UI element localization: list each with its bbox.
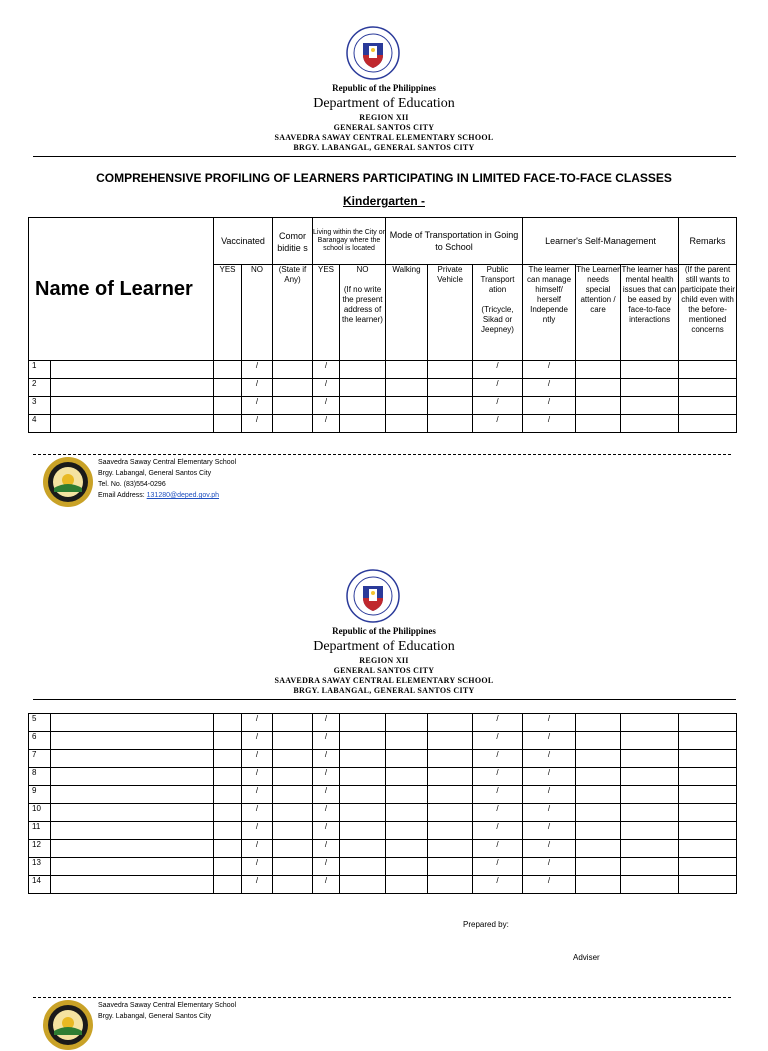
- cell-public: /: [473, 768, 523, 786]
- comorbidities-state-header: (State if Any): [273, 265, 313, 361]
- sm-manage-header: The learner can manage himself/ herself Independe ntly: [523, 265, 576, 361]
- cell-manage: /: [523, 786, 576, 804]
- sm-attention-header: The Learner needs special attention / care: [576, 265, 621, 361]
- vaccinated-header: Vaccinated: [214, 218, 273, 265]
- table-cell: [679, 768, 737, 786]
- table-cell: [273, 397, 313, 415]
- cell-living-yes: /: [313, 379, 340, 397]
- table-cell: [621, 379, 679, 397]
- table-cell: [340, 397, 386, 415]
- table-cell: [576, 858, 621, 876]
- row-number: 12: [29, 840, 51, 858]
- row-number: 8: [29, 768, 51, 786]
- remarks-header: Remarks: [679, 218, 737, 265]
- table-cell: [576, 714, 621, 732]
- table-cell: [273, 786, 313, 804]
- table-cell: [214, 397, 242, 415]
- table-cell: [273, 714, 313, 732]
- comorbidities-header: Comor biditie s: [273, 218, 313, 265]
- cell-manage: /: [523, 379, 576, 397]
- table-cell: [428, 768, 473, 786]
- row-number: 1: [29, 361, 51, 379]
- school-logo-icon: [42, 999, 94, 1051]
- cell-no: /: [242, 876, 273, 894]
- cell-living-yes: /: [313, 768, 340, 786]
- table-cell: [273, 840, 313, 858]
- table-row: [29, 397, 737, 415]
- table-row: [29, 876, 737, 894]
- table-cell: [340, 361, 386, 379]
- public-transport-label: Public Transport ation: [480, 265, 515, 294]
- cell-learner-name: [51, 822, 214, 840]
- table-cell: [340, 379, 386, 397]
- table-row: [29, 732, 737, 750]
- cell-public: /: [473, 397, 523, 415]
- row-number: 10: [29, 804, 51, 822]
- remarks-note-header: (If the parent still wants to participate their child even with the before-mentioned concerns: [679, 265, 737, 361]
- table-cell: [621, 732, 679, 750]
- footer-email-line: [98, 490, 236, 501]
- footer-email-label: Email Address:: [98, 492, 145, 499]
- department-text: Department of Education: [313, 639, 455, 654]
- table-cell: [621, 858, 679, 876]
- cell-manage: /: [523, 397, 576, 415]
- table-cell: [273, 361, 313, 379]
- table-cell: [340, 415, 386, 433]
- table-cell: [679, 750, 737, 768]
- table-cell: [679, 714, 737, 732]
- table-cell: [576, 750, 621, 768]
- table-cell: [273, 732, 313, 750]
- row-number: 3: [29, 397, 51, 415]
- table-cell: [428, 858, 473, 876]
- prepared-by: Prepared by:: [463, 920, 509, 929]
- region-text: REGION XII: [359, 656, 409, 665]
- table-cell: [428, 714, 473, 732]
- self-management-header: Learner's Self-Management: [523, 218, 679, 265]
- table-row: [29, 858, 737, 876]
- table-cell: [386, 415, 428, 433]
- cell-manage: /: [523, 876, 576, 894]
- cell-living-yes: /: [313, 804, 340, 822]
- cell-public: /: [473, 786, 523, 804]
- living-yes-header: YES: [313, 265, 340, 361]
- table-cell: [273, 415, 313, 433]
- row-number: 14: [29, 876, 51, 894]
- table-cell: [428, 876, 473, 894]
- footer-school: Saavedra Saway Central Elementary School: [98, 1002, 237, 1009]
- table-cell: [214, 768, 242, 786]
- cell-living-yes: /: [313, 840, 340, 858]
- footer-address: Brgy. Labangal, General Santos City: [98, 1013, 212, 1020]
- table-cell: [576, 804, 621, 822]
- table-cell: [273, 876, 313, 894]
- cell-public: /: [473, 822, 523, 840]
- cell-no: /: [242, 397, 273, 415]
- table-row: [29, 714, 737, 732]
- footer-info: [98, 457, 236, 501]
- table-cell: [679, 732, 737, 750]
- table-cell: [679, 361, 737, 379]
- republic-text: Republic of the Philippines: [332, 626, 436, 636]
- table-cell: [214, 379, 242, 397]
- cell-learner-name: [51, 858, 214, 876]
- cell-manage: /: [523, 822, 576, 840]
- table-cell: [340, 786, 386, 804]
- cell-manage: /: [523, 804, 576, 822]
- table-cell: [576, 415, 621, 433]
- table-cell: [273, 750, 313, 768]
- cell-no: /: [242, 732, 273, 750]
- table-cell: [386, 768, 428, 786]
- cell-learner-name: [51, 415, 214, 433]
- cell-public: /: [473, 714, 523, 732]
- table-row: [29, 804, 737, 822]
- table-cell: [428, 397, 473, 415]
- school-text: SAAVEDRA SAWAY CENTRAL ELEMENTARY SCHOOL: [274, 133, 494, 142]
- table-cell: [214, 750, 242, 768]
- cell-public: /: [473, 732, 523, 750]
- address-text: BRGY. LABANGAL, GENERAL SANTOS CITY: [293, 686, 475, 695]
- table-cell: [214, 732, 242, 750]
- table-cell: [428, 379, 473, 397]
- cell-no: /: [242, 415, 273, 433]
- table-cell: [340, 858, 386, 876]
- table-cell: [214, 804, 242, 822]
- cell-learner-name: [51, 714, 214, 732]
- table-cell: [428, 732, 473, 750]
- city-text: GENERAL SANTOS CITY: [333, 123, 435, 132]
- vaccinated-yes-header: YES: [214, 265, 242, 361]
- table-cell: [621, 786, 679, 804]
- cell-learner-name: [51, 876, 214, 894]
- table-cell: [679, 822, 737, 840]
- row-number: 13: [29, 858, 51, 876]
- table-row: [29, 840, 737, 858]
- table-cell: [386, 379, 428, 397]
- table-cell: [621, 361, 679, 379]
- footer-school: Saavedra Saway Central Elementary School: [98, 459, 237, 466]
- header-rule: [33, 699, 736, 700]
- row-number: 5: [29, 714, 51, 732]
- private-vehicle-header: Private Vehicle: [428, 265, 473, 361]
- cell-no: /: [242, 768, 273, 786]
- table-cell: [428, 804, 473, 822]
- public-transport-note: (Tricycle, Sikad or Jeepney): [481, 305, 514, 334]
- table-cell: [386, 750, 428, 768]
- table-cell: [273, 822, 313, 840]
- table-cell: [386, 840, 428, 858]
- cell-manage: /: [523, 415, 576, 433]
- table-cell: [621, 768, 679, 786]
- table-cell: [214, 876, 242, 894]
- cell-learner-name: [51, 768, 214, 786]
- school-logo-icon: [42, 456, 94, 508]
- living-no-header: [340, 265, 386, 361]
- cell-learner-name: [51, 840, 214, 858]
- table-cell: [679, 397, 737, 415]
- city-text: GENERAL SANTOS CITY: [333, 666, 435, 675]
- adviser-label: Adviser: [573, 953, 600, 962]
- cell-no: /: [242, 786, 273, 804]
- table-cell: [576, 840, 621, 858]
- table-cell: [679, 858, 737, 876]
- table-cell: [273, 858, 313, 876]
- table-row: [29, 379, 737, 397]
- cell-manage: /: [523, 750, 576, 768]
- cell-living-yes: /: [313, 750, 340, 768]
- grade-level: Kindergarten -: [342, 194, 425, 208]
- table-cell: [340, 732, 386, 750]
- table-cell: [428, 361, 473, 379]
- table-cell: [576, 768, 621, 786]
- table-row: [29, 750, 737, 768]
- cell-learner-name: [51, 379, 214, 397]
- cell-living-yes: /: [313, 415, 340, 433]
- row-number: 7: [29, 750, 51, 768]
- cell-no: /: [242, 361, 273, 379]
- cell-living-yes: /: [313, 714, 340, 732]
- table-cell: [273, 379, 313, 397]
- table-cell: [576, 397, 621, 415]
- cell-living-yes: /: [313, 361, 340, 379]
- footer-divider: [33, 454, 731, 455]
- table-cell: [621, 822, 679, 840]
- table-cell: [679, 379, 737, 397]
- table-cell: [576, 876, 621, 894]
- table-cell: [340, 822, 386, 840]
- cell-public: /: [473, 876, 523, 894]
- table-cell: [679, 415, 737, 433]
- page-title: COMPREHENSIVE PROFILING OF LEARNERS PARTICIPATING IN LIMITED FACE-TO-FACE CLASSES: [96, 171, 672, 185]
- table-cell: [386, 361, 428, 379]
- cell-public: /: [473, 840, 523, 858]
- table-cell: [679, 840, 737, 858]
- table-cell: [428, 415, 473, 433]
- footer-info: [98, 1000, 236, 1022]
- table-cell: [576, 732, 621, 750]
- transport-header: Mode of Transportation in Going to School: [386, 218, 523, 265]
- table-cell: [679, 786, 737, 804]
- cell-living-yes: /: [313, 858, 340, 876]
- table-cell: [576, 379, 621, 397]
- name-of-learner-header: Name of Learner: [29, 218, 214, 361]
- republic-text: Republic of the Philippines: [332, 83, 436, 93]
- table-row: [29, 768, 737, 786]
- row-number: 9: [29, 786, 51, 804]
- footer-tel: Tel. No. (83)554-0296: [98, 481, 166, 488]
- table-cell: [340, 714, 386, 732]
- cell-public: /: [473, 361, 523, 379]
- table-row: [29, 361, 737, 379]
- table-cell: [214, 361, 242, 379]
- cell-living-yes: /: [313, 786, 340, 804]
- table-cell: [428, 750, 473, 768]
- table-row: [29, 786, 737, 804]
- cell-no: /: [242, 804, 273, 822]
- address-text: BRGY. LABANGAL, GENERAL SANTOS CITY: [293, 143, 475, 152]
- cell-public: /: [473, 415, 523, 433]
- cell-learner-name: [51, 804, 214, 822]
- cell-no: /: [242, 379, 273, 397]
- school-text: SAAVEDRA SAWAY CENTRAL ELEMENTARY SCHOOL: [274, 676, 494, 685]
- table-cell: [273, 804, 313, 822]
- cell-no: /: [242, 858, 273, 876]
- cell-no: /: [242, 822, 273, 840]
- cell-living-yes: /: [313, 732, 340, 750]
- cell-manage: /: [523, 768, 576, 786]
- cell-learner-name: [51, 786, 214, 804]
- table-cell: [340, 840, 386, 858]
- footer-address: Brgy. Labangal, General Santos City: [98, 470, 212, 477]
- table-cell: [214, 840, 242, 858]
- cell-manage: /: [523, 732, 576, 750]
- region-text: REGION XII: [359, 113, 409, 122]
- table-cell: [214, 714, 242, 732]
- table-cell: [428, 786, 473, 804]
- cell-living-yes: /: [313, 822, 340, 840]
- row-number: 6: [29, 732, 51, 750]
- table-cell: [386, 714, 428, 732]
- header-rule: [33, 156, 736, 157]
- table-cell: [621, 804, 679, 822]
- table-cell: [621, 415, 679, 433]
- cell-learner-name: [51, 732, 214, 750]
- department-text: Department of Education: [313, 96, 455, 111]
- living-header: Living within the City or Barangay where the school is located: [313, 218, 386, 265]
- table-cell: [386, 397, 428, 415]
- cell-public: /: [473, 804, 523, 822]
- cell-manage: /: [523, 714, 576, 732]
- cell-manage: /: [523, 858, 576, 876]
- table-cell: [621, 397, 679, 415]
- table-row: [29, 415, 737, 433]
- footer-email-link[interactable]: 131280@deped.gov.ph: [146, 492, 220, 499]
- table-cell: [386, 876, 428, 894]
- table-cell: [576, 822, 621, 840]
- profiling-table-page2: [28, 713, 737, 894]
- cell-public: /: [473, 858, 523, 876]
- table-cell: [621, 876, 679, 894]
- table-cell: [386, 786, 428, 804]
- table-cell: [621, 750, 679, 768]
- cell-public: /: [473, 750, 523, 768]
- cell-learner-name: [51, 361, 214, 379]
- table-cell: [214, 858, 242, 876]
- table-cell: [428, 822, 473, 840]
- cell-living-yes: /: [313, 397, 340, 415]
- table-cell: [621, 840, 679, 858]
- vaccinated-no-header: NO: [242, 265, 273, 361]
- table-cell: [340, 876, 386, 894]
- cell-learner-name: [51, 397, 214, 415]
- cell-no: /: [242, 714, 273, 732]
- profiling-table-page1: [28, 217, 737, 433]
- cell-living-yes: /: [313, 876, 340, 894]
- table-cell: [340, 804, 386, 822]
- living-no-label: NO: [356, 265, 369, 274]
- row-number: 4: [29, 415, 51, 433]
- table-cell: [214, 415, 242, 433]
- sm-mental-header: The learner has mental health issues that can be eased by face-to-face interactions: [621, 265, 679, 361]
- deped-seal-icon: [346, 569, 400, 623]
- table-cell: [576, 786, 621, 804]
- cell-learner-name: [51, 750, 214, 768]
- table-cell: [214, 822, 242, 840]
- table-cell: [386, 822, 428, 840]
- cell-manage: /: [523, 361, 576, 379]
- table-cell: [340, 768, 386, 786]
- table-row: [29, 822, 737, 840]
- table-cell: [214, 786, 242, 804]
- walking-header: Walking: [386, 265, 428, 361]
- cell-no: /: [242, 750, 273, 768]
- table-cell: [340, 750, 386, 768]
- public-transport-header: [473, 265, 523, 361]
- table-cell: [428, 840, 473, 858]
- table-cell: [386, 858, 428, 876]
- cell-manage: /: [523, 840, 576, 858]
- cell-no: /: [242, 840, 273, 858]
- cell-public: /: [473, 379, 523, 397]
- living-no-note: (If no write the present address of the learner): [342, 285, 383, 324]
- table-cell: [386, 732, 428, 750]
- table-cell: [679, 876, 737, 894]
- table-cell: [273, 768, 313, 786]
- deped-seal-icon: [346, 26, 400, 80]
- table-cell: [621, 714, 679, 732]
- footer-divider: [33, 997, 731, 998]
- row-number: 2: [29, 379, 51, 397]
- row-number: 11: [29, 822, 51, 840]
- table-cell: [386, 804, 428, 822]
- table-cell: [576, 361, 621, 379]
- table-cell: [679, 804, 737, 822]
